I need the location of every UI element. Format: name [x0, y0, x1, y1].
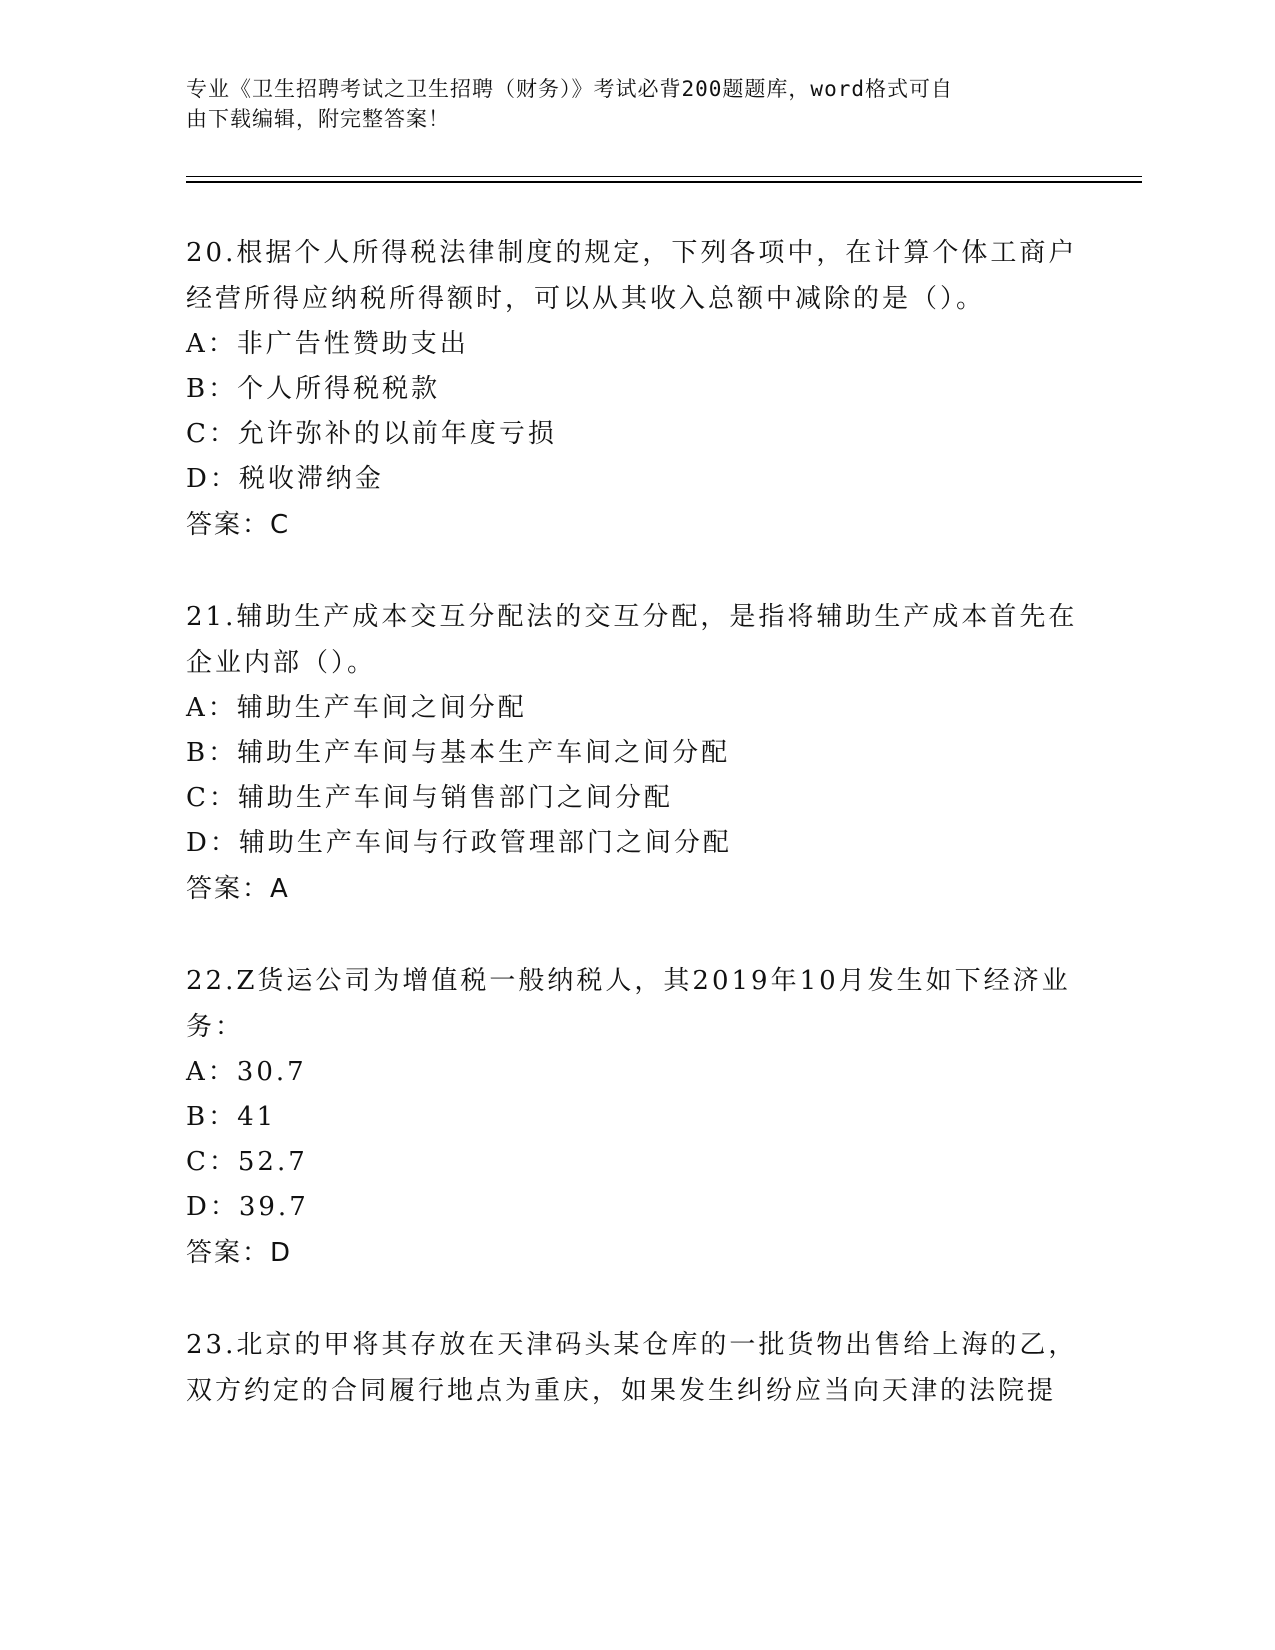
option-c: C：允许弥补的以前年度亏损: [186, 419, 557, 449]
question-stem-line: 企业内部（）。: [186, 648, 377, 678]
option-c: C：辅助生产车间与销售部门之间分配: [186, 783, 673, 813]
header-line-1: 专业《卫生招聘考试之卫生招聘（财务）》考试必背200题题库，word格式可自: [186, 77, 953, 101]
question-stem: [186, 958, 1086, 1050]
option-b: B：辅助生产车间与基本生产车间之间分配: [186, 738, 731, 768]
question-23: [186, 1322, 1086, 1414]
option-b: B：41: [186, 1102, 277, 1132]
question-stem-line: 22.Z货运公司为增值税一般纳税人，其2019年10月发生如下经济业: [186, 966, 1071, 996]
option-d: D：39.7: [186, 1192, 309, 1222]
option-a: A：30.7: [186, 1057, 307, 1087]
question-stem-line: 双方约定的合同履行地点为重庆，如果发生纠纷应当向天津的法院提: [186, 1376, 1057, 1406]
question-stem: [186, 1322, 1086, 1414]
question-stem: [186, 594, 1086, 686]
question-stem-line: 经营所得应纳税所得额时，可以从其收入总额中减除的是（）。: [186, 284, 986, 314]
option-d: D：辅助生产车间与行政管理部门之间分配: [186, 828, 732, 858]
question-22: [186, 958, 1086, 1276]
question-stem-line: 21.辅助生产成本交互分配法的交互分配，是指将辅助生产成本首先在: [186, 602, 1078, 632]
question-21: [186, 594, 1086, 912]
question-stem-line: 务：: [186, 1012, 245, 1042]
option-c: C：52.7: [186, 1147, 308, 1177]
answer-line: 答案：C: [186, 510, 291, 540]
question-stem: [186, 230, 1086, 322]
question-stem-line: 20.根据个人所得税法律制度的规定，下列各项中，在计算个体工商户: [186, 238, 1078, 268]
option-a: A：辅助生产车间之间分配: [186, 693, 527, 723]
answer-line: 答案：D: [186, 1238, 293, 1268]
question-list: [186, 230, 1086, 1460]
question-stem-line: 23.北京的甲将其存放在天津码头某仓库的一批货物出售给上海的乙，: [186, 1330, 1078, 1360]
document-header: [186, 74, 1066, 134]
header-divider-thick: [186, 181, 1142, 183]
option-b: B：个人所得税税款: [186, 374, 441, 404]
option-a: A：非广告性赞助支出: [186, 329, 469, 359]
header-divider-thin: [186, 176, 1142, 177]
answer-line: 答案：A: [186, 874, 290, 904]
question-20: [186, 230, 1086, 548]
option-d: D：税收滞纳金: [186, 464, 384, 494]
header-line-2: 由下载编辑，附完整答案！: [186, 107, 450, 131]
